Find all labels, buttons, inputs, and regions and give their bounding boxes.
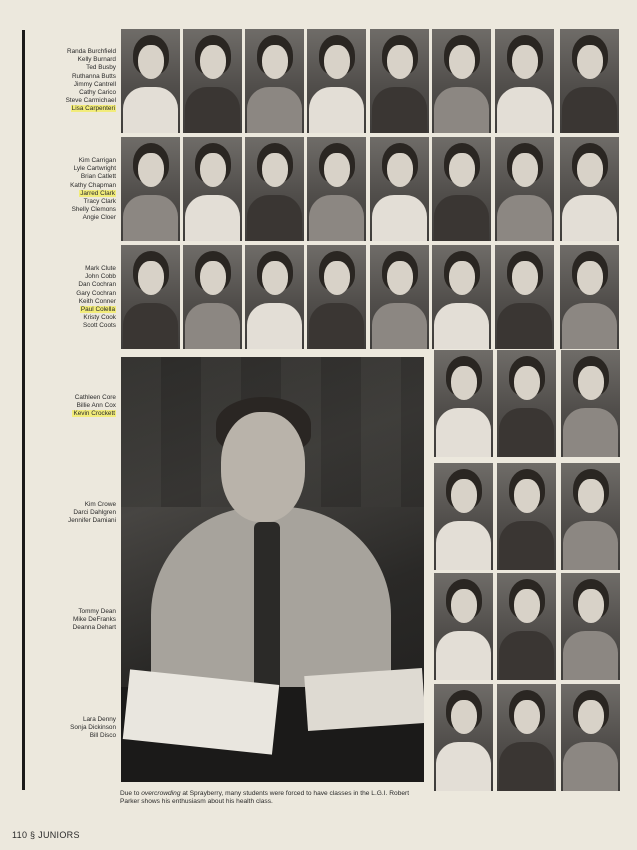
portrait-face: [262, 153, 288, 187]
portrait-face: [138, 153, 164, 187]
student-name: Mark Clute: [85, 265, 116, 272]
portrait-face: [514, 700, 540, 734]
portrait-body: [563, 631, 618, 680]
portrait-body: [499, 521, 554, 570]
student-portrait: [432, 137, 491, 241]
portrait-body: [309, 195, 364, 241]
portrait-body: [436, 521, 491, 570]
student-name: Ruthanna Butts: [71, 72, 116, 80]
portrait-face: [512, 153, 538, 187]
portrait-face: [449, 153, 475, 187]
student-name: Bill Disco: [89, 732, 116, 740]
student-name: Kim Crowe: [84, 501, 116, 508]
portrait-body: [563, 742, 618, 791]
student-name: Tommy Dean: [78, 608, 116, 615]
name-list-row-1: [28, 48, 116, 114]
portrait-face: [387, 153, 413, 187]
student-name: Randa Burchfield: [66, 48, 116, 55]
student-portrait: [245, 29, 304, 133]
caption-text: Due to: [120, 790, 142, 797]
student-name: Lyle Cartwright: [73, 165, 116, 173]
caption-text: at Sprayberry, many students were forced to have classes in the L.G.I. Robert Parker shows his enthusiasm about his health class.: [120, 790, 410, 806]
name-list-row-6: [28, 608, 116, 633]
portrait-face: [324, 45, 350, 79]
portrait-face: [387, 45, 413, 79]
portrait-face: [514, 479, 540, 513]
portrait-body: [434, 195, 489, 241]
student-name: Brian Catlett: [80, 173, 116, 181]
student-portrait: [183, 245, 242, 349]
portrait-body: [185, 195, 240, 241]
portrait-body: [372, 195, 427, 241]
student-portrait: [434, 573, 493, 680]
portrait-face: [578, 479, 604, 513]
student-name: Keith Conner: [78, 297, 116, 305]
student-name: Darci Dahlgren: [73, 509, 116, 517]
student-portrait: [497, 463, 556, 570]
student-name: Lara Denny: [82, 716, 116, 723]
student-portrait: [560, 29, 619, 133]
student-portrait: [121, 245, 180, 349]
student-name-highlighted: Lisa Carpenteri: [71, 105, 115, 113]
page-margin-rule: [22, 30, 25, 790]
portrait-face: [451, 366, 477, 400]
student-portrait: [561, 350, 620, 457]
name-list-row-2: [28, 157, 116, 223]
student-portrait: [121, 29, 180, 133]
portrait-face: [262, 45, 288, 79]
student-name-highlighted: Jarred Clark: [80, 189, 115, 197]
student-portrait: [495, 29, 554, 133]
student-name: Jimmy Cantrell: [73, 80, 116, 88]
portrait-body: [436, 408, 491, 457]
portrait-body: [436, 742, 491, 791]
student-name: Gary Cochran: [76, 289, 116, 297]
caption-emphasis: overcrowding: [141, 790, 181, 797]
portrait-body: [434, 303, 489, 349]
student-portrait: [560, 137, 619, 241]
portrait-face: [577, 261, 603, 295]
portrait-body: [372, 303, 427, 349]
student-name: Angie Cloer: [82, 214, 116, 222]
student-name: Kelly Burnard: [77, 56, 116, 64]
student-name: Kristy Cook: [83, 314, 116, 322]
portrait-face: [451, 479, 477, 513]
student-portrait: [432, 29, 491, 133]
student-portrait: [370, 29, 429, 133]
student-portrait: [561, 573, 620, 680]
student-portrait: [245, 137, 304, 241]
portrait-face: [512, 45, 538, 79]
name-list-row-5: [28, 501, 116, 526]
portrait-face: [387, 261, 413, 295]
portrait-body: [497, 195, 552, 241]
portrait-face: [451, 589, 477, 623]
student-name: Deanna Dehart: [72, 624, 116, 632]
portrait-body: [309, 87, 364, 133]
student-name: Shelly Clemons: [71, 206, 116, 214]
portrait-face: [514, 589, 540, 623]
portrait-face: [324, 153, 350, 187]
student-portrait: [245, 245, 304, 349]
portrait-body: [185, 303, 240, 349]
student-name: Kathy Chapman: [70, 181, 116, 189]
portrait-body: [436, 631, 491, 680]
portrait-face: [200, 45, 226, 79]
portrait-face: [200, 261, 226, 295]
portrait-body: [497, 87, 552, 133]
student-portrait: [121, 137, 180, 241]
portrait-body: [309, 303, 364, 349]
student-name: Dan Cochran: [78, 281, 116, 289]
student-portrait: [434, 350, 493, 457]
portrait-face: [451, 700, 477, 734]
portrait-body: [499, 631, 554, 680]
portrait-body: [372, 87, 427, 133]
portrait-body: [123, 87, 178, 133]
portrait-body: [562, 87, 617, 133]
student-name: Billie Ann Cox: [76, 402, 116, 410]
student-name-highlighted: Kevin Crockett: [73, 410, 115, 418]
portrait-body: [247, 87, 302, 133]
portrait-body: [247, 195, 302, 241]
student-name: Ted Busby: [86, 64, 116, 72]
student-portrait: [434, 463, 493, 570]
name-list-row-7: [28, 716, 116, 741]
student-portrait: [370, 245, 429, 349]
page-folio: 110 § JUNIORS: [12, 830, 80, 840]
portrait-face: [578, 700, 604, 734]
portrait-body: [497, 303, 552, 349]
student-portrait: [497, 350, 556, 457]
student-name: Sonja Dickinson: [70, 724, 116, 732]
portrait-body: [123, 303, 178, 349]
portrait-face: [578, 366, 604, 400]
student-name: Cathy Carico: [79, 89, 116, 97]
student-name: Tracy Clark: [83, 198, 116, 206]
portrait-body: [499, 408, 554, 457]
student-name: Kim Carrigan: [78, 157, 116, 164]
portrait-body: [562, 303, 617, 349]
portrait-body: [123, 195, 178, 241]
portrait-body: [562, 195, 617, 241]
portrait-face: [577, 45, 603, 79]
student-portrait: [183, 29, 242, 133]
student-portrait: [370, 137, 429, 241]
student-portrait: [560, 245, 619, 349]
portrait-face: [449, 45, 475, 79]
portrait-face: [324, 261, 350, 295]
student-name: Cathleen Core: [74, 394, 116, 401]
portrait-body: [499, 742, 554, 791]
portrait-face: [578, 589, 604, 623]
student-tie: [254, 522, 280, 692]
portrait-body: [434, 87, 489, 133]
student-portrait: [495, 245, 554, 349]
candid-classroom-photo: [121, 357, 424, 782]
student-name: Scott Coots: [82, 322, 116, 330]
student-name: Mike DeFranks: [73, 616, 116, 624]
name-list-row-4: [28, 394, 116, 419]
student-name: Jennifer Damiani: [68, 517, 116, 525]
portrait-face: [138, 261, 164, 295]
student-portrait: [432, 245, 491, 349]
portrait-face: [512, 261, 538, 295]
portrait-face: [449, 261, 475, 295]
portrait-face: [200, 153, 226, 187]
student-portrait: [307, 245, 366, 349]
student-name: Steve Carmichael: [65, 97, 116, 105]
student-portrait: [307, 137, 366, 241]
portrait-body: [563, 521, 618, 570]
name-list-row-3: [28, 265, 116, 331]
student-portrait: [561, 684, 620, 791]
portrait-face: [577, 153, 603, 187]
portrait-body: [247, 303, 302, 349]
photo-caption: [120, 790, 425, 807]
student-name-highlighted: Paul Colella: [80, 306, 115, 314]
student-portrait: [497, 684, 556, 791]
student-portrait: [561, 463, 620, 570]
student-face: [221, 412, 305, 522]
portrait-face: [262, 261, 288, 295]
student-portrait: [497, 573, 556, 680]
portrait-face: [514, 366, 540, 400]
student-portrait: [495, 137, 554, 241]
student-portrait: [434, 684, 493, 791]
open-book: [304, 668, 424, 731]
student-portrait: [183, 137, 242, 241]
portrait-body: [563, 408, 618, 457]
student-portrait: [307, 29, 366, 133]
portrait-body: [185, 87, 240, 133]
student-name: John Cobb: [85, 273, 116, 281]
portrait-face: [138, 45, 164, 79]
